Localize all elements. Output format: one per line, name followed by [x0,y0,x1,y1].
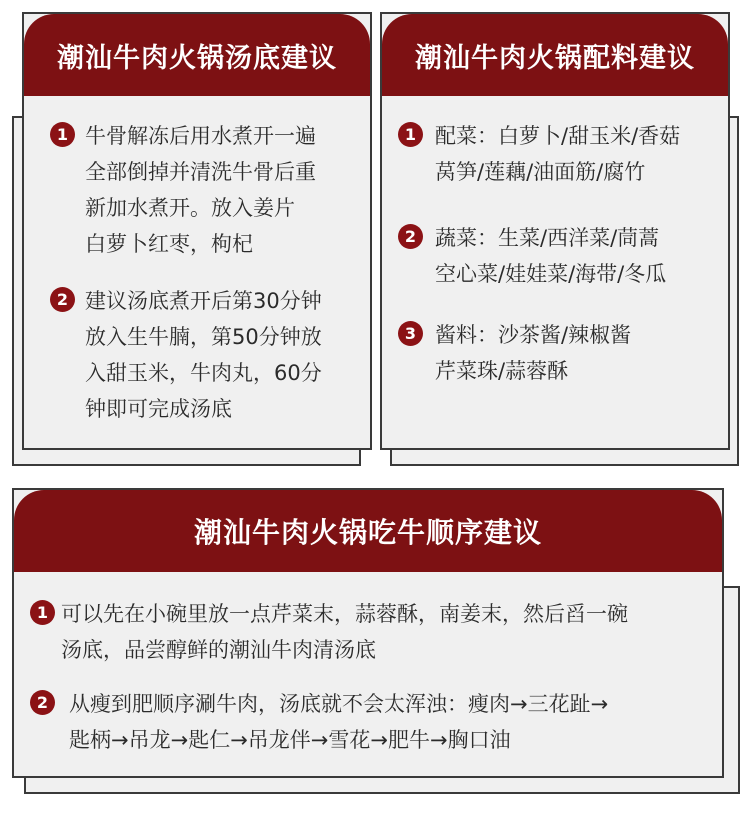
order-panel [12,488,724,778]
number-badge-1: 1 [30,600,55,625]
number-badge-3: 3 [398,321,423,346]
sides-body [382,96,728,448]
sides-title: 潮汕牛肉火锅配料建议 [382,14,728,96]
sides-panel [380,12,730,450]
broth-card [12,12,372,464]
broth-body [24,96,370,448]
sides-item-3 [398,317,631,389]
broth-item-1 [50,118,316,262]
broth-item-1-text: 牛骨解冻后用水煮开一遍 全部倒掉并清洗牛骨后重 新加水煮开。放入姜片 白萝卜红枣，枸杞 [85,124,316,256]
number-badge-1: 1 [50,122,75,147]
order-title: 潮汕牛肉火锅吃牛顺序建议 [14,490,722,572]
sides-item-1-text: 配菜：白萝卜/甜玉米/香菇 莴笋/莲藕/油面筋/腐竹 [435,124,681,184]
order-card [12,488,740,794]
broth-item-2-text: 建议汤底煮开后第30分钟 放入生牛腩，第50分钟放 入甜玉米，牛肉丸，60分 钟即可完成汤底 [85,289,322,421]
broth-title: 潮汕牛肉火锅汤底建议 [24,14,370,96]
number-badge-2: 2 [50,287,75,312]
order-item-1 [30,596,628,668]
sides-item-2-text: 蔬菜：生菜/西洋菜/茼蒿 空心菜/娃娃菜/海带/冬瓜 [435,226,667,286]
number-badge-2: 2 [398,224,423,249]
sides-item-3-text: 酱料：沙茶酱/辣椒酱 芹菜珠/蒜蓉酥 [435,323,632,383]
order-body [14,572,722,776]
order-item-2 [30,686,608,758]
sides-item-1 [398,118,680,190]
order-item-2-text: 从瘦到肥顺序涮牛肉，汤底就不会太浑浊：瘦肉→三花趾→ 匙柄→吊龙→匙仁→吊龙伴→雪花→肥牛→胸口油 [69,692,609,752]
order-item-1-text: 可以先在小碗里放一点芹菜末，蒜蓉酥，南姜末，然后舀一碗 汤底，品尝醇鲜的潮汕牛肉清汤底 [61,602,628,662]
broth-item-2 [50,283,322,427]
number-badge-2: 2 [30,690,55,715]
sides-item-2 [398,220,666,292]
number-badge-1: 1 [398,122,423,147]
broth-panel [22,12,372,450]
sides-card [380,12,740,464]
